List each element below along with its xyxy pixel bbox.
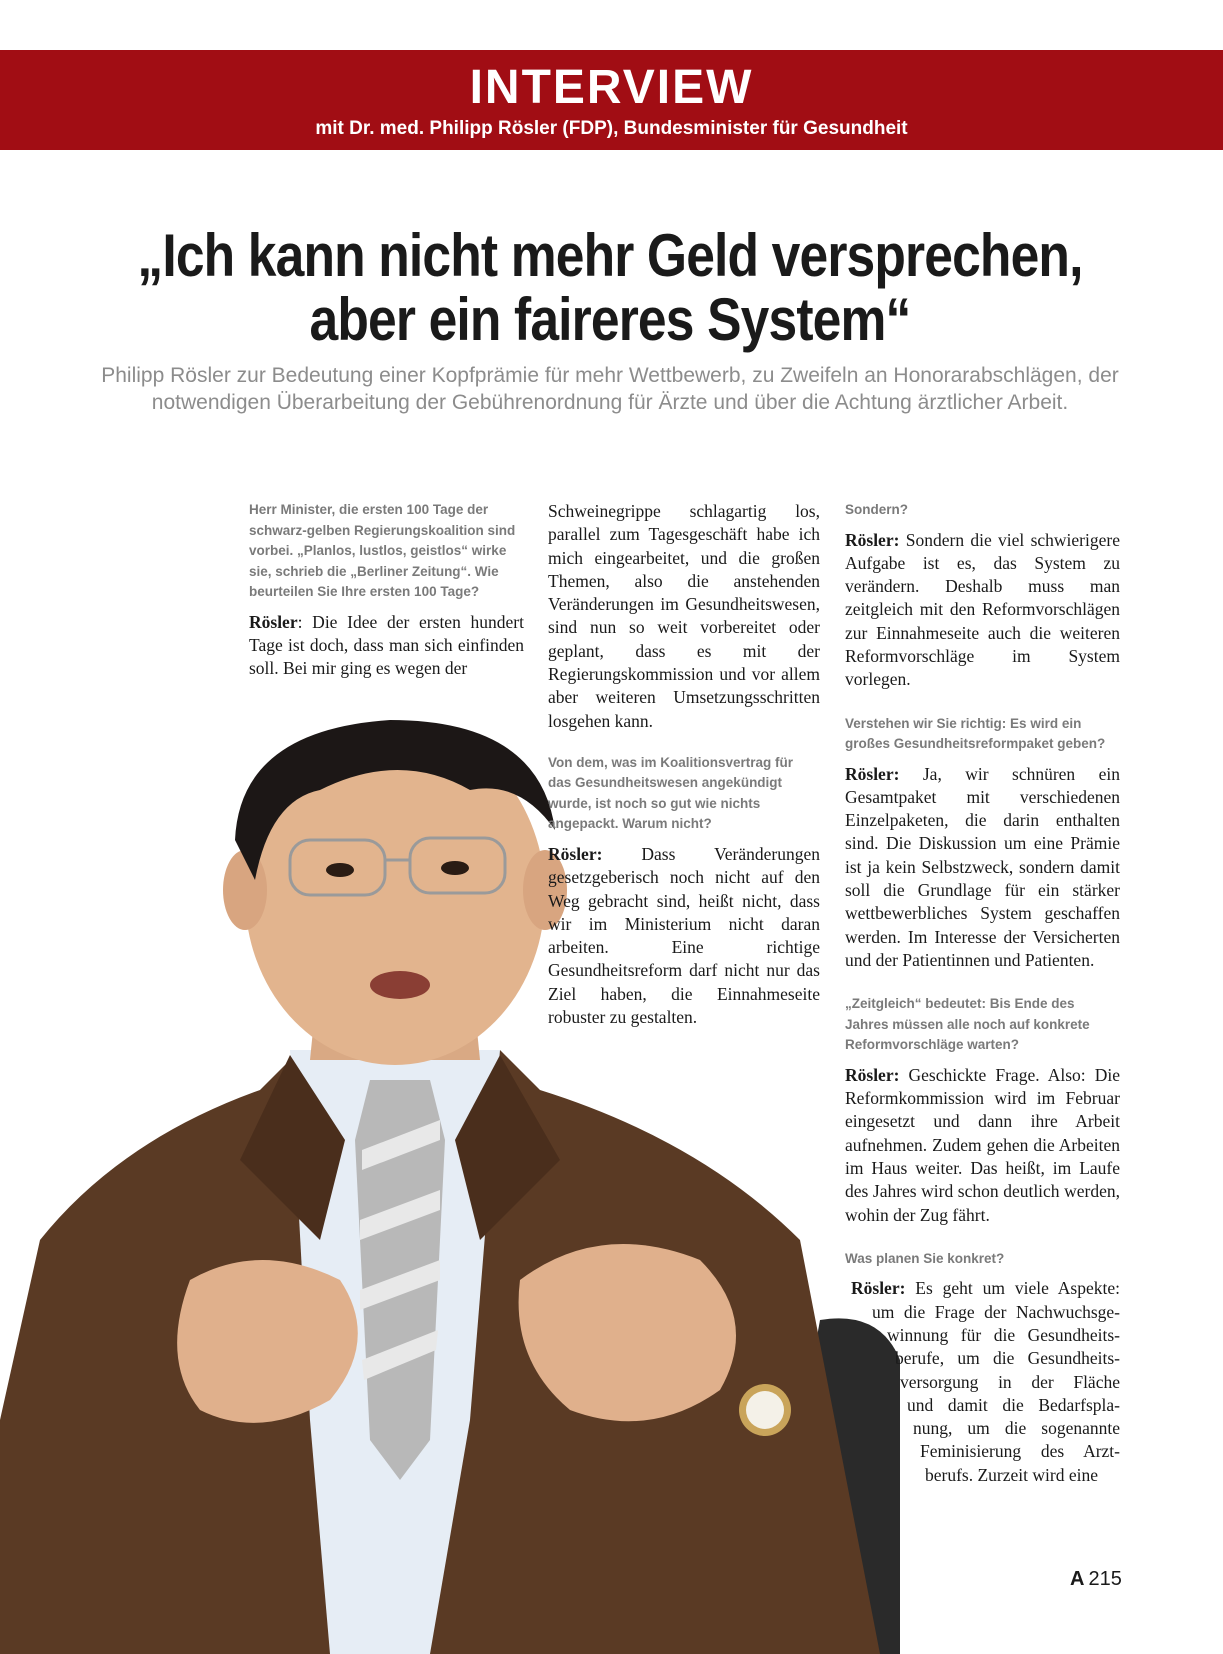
column-3 — [845, 500, 1120, 1509]
answer-4 — [845, 763, 1120, 973]
answer-6-line: versorgung in der Fläche — [900, 1371, 1120, 1392]
answer-1 — [249, 611, 524, 681]
answer-1-text: : Die Idee der ersten hundert Tage ist doch, dass man sich einfinden soll. Bei mir ging es wegen der — [249, 611, 524, 679]
answer-4-text: Ja, wir schnüren ein Gesamtpaket mit verschiedenen Einzelpaketen, die darin enthalten sind. Die Diskussion um eine Prämie ist ja kein Selbstzweck, sondern damit soll die Grundlage für ein stärker wettbewerbliches System geschaffen werden. Im Interesse der Versicherten und der Patientinnen und Patienten. — [845, 763, 1120, 970]
answer-1-continued: Schweinegrippe schlagartig los, parallel zum Tagesgeschäft habe ich mich eingearbeitet, und die großen Themen, also die anstehenden Veränderungen im Gesundheitswesen, sind nun so weit vorbereitet oder geplant, dass es mit der Regierungskommission und vor allem aber weiteren Umsetzungsschritten losgehen kann. — [548, 501, 820, 731]
speaker-label: Rösler: — [845, 529, 900, 550]
question-2: Von dem, was im Koalitionsvertrag für das Gesundheitswesen angekündigt wurde, ist noch so gut wie nichts angepackt. Warum nicht? — [548, 754, 794, 832]
speaker-label: Rösler — [249, 611, 298, 632]
speaker-label: Rösler: — [548, 843, 603, 864]
answer-3 — [845, 529, 1120, 692]
answer-6-line: nung, um die sogenannte — [913, 1418, 1120, 1439]
question-3: Sondern? — [845, 502, 908, 517]
column-2 — [548, 500, 820, 1049]
answer-2-text: Dass Veränderungen gesetzgeberisch noch nicht auf den Weg gebracht sind, heißt nicht, dass wir im Ministerium nicht daran arbeiten. Eine richtige Gesundheitsreform darf nicht nur das Ziel haben, die Einnahmeseite robuster zu gestalten. — [548, 843, 820, 1028]
banner-title: INTERVIEW — [469, 61, 754, 114]
banner-subtitle: mit Dr. med. Philipp Rösler (FDP), Bundesminister für Gesundheit — [315, 118, 908, 139]
answer-6-line: und damit die Bedarfspla- — [907, 1394, 1120, 1415]
lead-paragraph: Philipp Rösler zur Bedeutung einer Kopfprämie für mehr Wettbewerb, zu Zweifeln an Honorarabschlägen, der notwendigen Überarbeitung der Gebührenordnung für Ärzte und über die Achtung ärztlicher Arbeit. — [101, 364, 1119, 414]
speaker-label: Rösler: — [845, 763, 900, 784]
answer-6-line: winnung für die Gesundheits- — [887, 1324, 1120, 1345]
page-number-value: 215 — [1088, 1568, 1122, 1590]
answer-2 — [548, 843, 820, 1029]
answer-6-line: Feminisierung des Arzt- — [920, 1441, 1120, 1462]
answer-6 — [845, 1277, 1120, 1487]
speaker-label: Rösler: — [845, 1064, 900, 1085]
answer-6-line: berufe, um die Gesundheits- — [895, 1348, 1120, 1369]
page-number — [1070, 1568, 1122, 1591]
headline — [137, 224, 1083, 352]
answer-5 — [845, 1064, 1120, 1227]
page-number-prefix: A — [1070, 1568, 1085, 1590]
answer-6-line: um die Frage der Nachwuchsge- — [872, 1301, 1120, 1322]
answer-6-line: berufs. Zurzeit wird eine — [925, 1464, 1098, 1485]
answer-6-line: Rösler: Es geht um viele Aspekte: — [851, 1278, 1120, 1299]
question-1: Herr Minister, die ersten 100 Tage der schwarz-gelben Regierungskoalition sind vorbei. „Planlos, lustlos, geistlos“ wirke sie, schrieb die „Berliner Zeitung“. Wie beurteilen Sie Ihre ersten 100 Tage? — [249, 502, 516, 599]
headline-line-2: aber ein faireres System“ — [309, 286, 911, 353]
headline-line-1: „Ich kann nicht mehr Geld versprechen, — [137, 222, 1083, 289]
question-4: Verstehen wir Sie richtig: Es wird ein großes Gesundheitsreformpaket geben? — [845, 715, 1106, 752]
answer-5-text: Geschickte Frage. Also: Die Reformkommission wird im Februar eingesetzt und dann ihre Arbeit aufnehmen. Zudem gehen die Arbeiten im Haus weiter. Das heißt, im Laufe des Jahres wird schon deutlich werden, wohin der Zug fährt. — [845, 1064, 1120, 1225]
question-6: Was planen Sie konkret? — [845, 1250, 1005, 1266]
column-1 — [249, 500, 524, 700]
interview-banner — [0, 50, 1223, 150]
answer-3-text: Sondern die viel schwierigere Aufgabe ist es, das System zu verändern. Deshalb muss man zeitgleich mit den Reformvorschlägen zur Einnahmeseite auch die weiteren Reformvorschläge im System vorlegen. — [845, 529, 1120, 690]
speaker-label: Rösler: — [851, 1278, 906, 1299]
question-5: „Zeitgleich“ bedeutet: Bis Ende des Jahres müssen alle noch auf konkrete Reformvorschläge warten? — [845, 996, 1090, 1053]
